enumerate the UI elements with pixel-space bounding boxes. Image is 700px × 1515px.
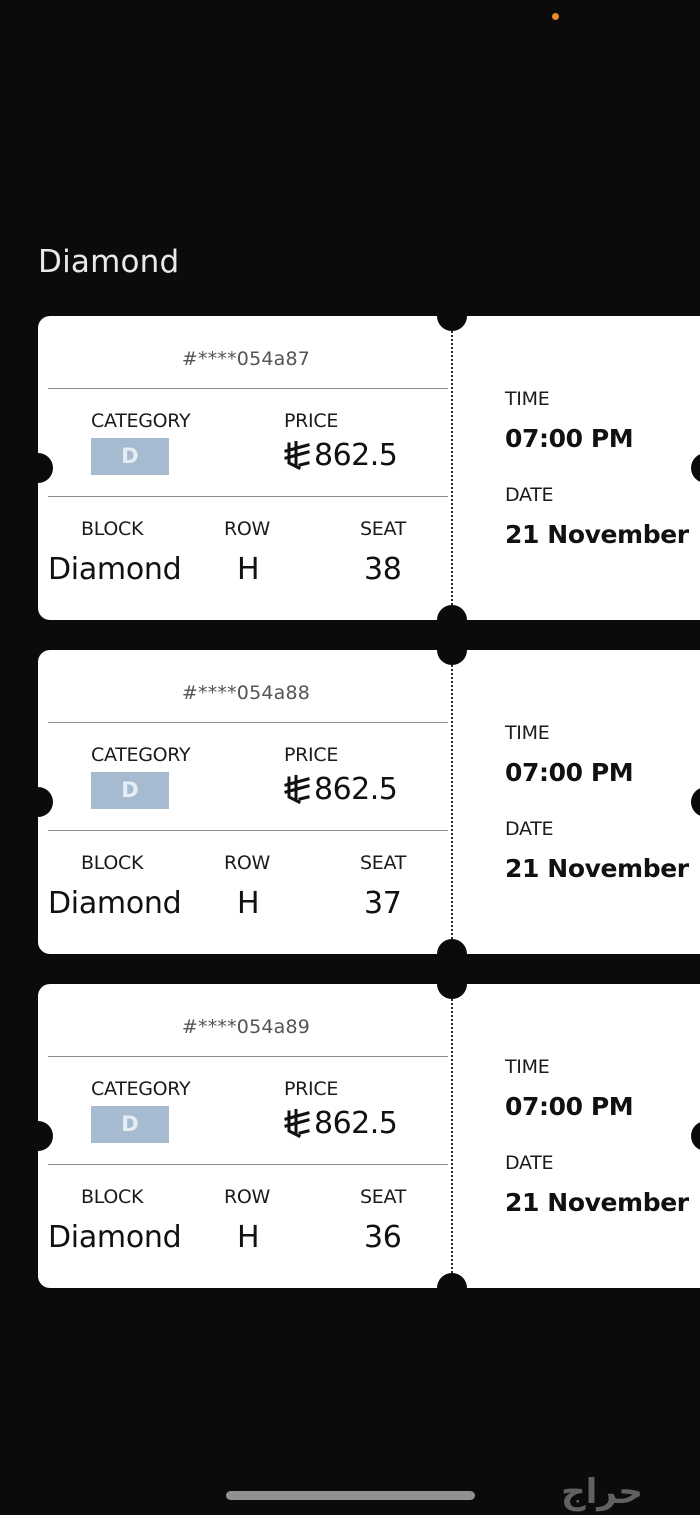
ticket-side-stub [452, 316, 700, 620]
price-value: 862.5 [314, 438, 398, 473]
section-title: Diamond [38, 244, 180, 280]
ticket-card[interactable] [0, 984, 700, 1288]
seat-label: SEAT [360, 518, 406, 540]
category-badge: D [91, 772, 169, 809]
ticket-divider [48, 1164, 448, 1165]
ticket-divider [48, 388, 448, 389]
saudi-riyal-icon [284, 775, 310, 805]
date-label: DATE [505, 1152, 554, 1174]
ticket-id: #****054a87 [181, 348, 311, 370]
date-value: 21 November [505, 1188, 689, 1217]
seat-label: SEAT [360, 1186, 406, 1208]
block-value: Diamond [48, 1220, 182, 1255]
ticket-notch-left [23, 1121, 53, 1151]
ticket-perforation [451, 996, 453, 1276]
block-label: BLOCK [81, 852, 144, 874]
row-value: H [237, 552, 260, 587]
ticket-notch-bottom [437, 939, 467, 969]
date-value: 21 November [505, 520, 689, 549]
block-value: Diamond [48, 552, 182, 587]
category-label: CATEGORY [91, 410, 191, 432]
ticket-side-stub [452, 984, 700, 1288]
row-value: H [237, 886, 260, 921]
saudi-riyal-icon [284, 1109, 310, 1139]
ticket-card[interactable] [0, 316, 700, 620]
ticket-divider [48, 830, 448, 831]
time-value: 07:00 PM [505, 1092, 634, 1121]
ticket-divider [48, 722, 448, 723]
ticket-card[interactable] [0, 650, 700, 954]
price [284, 772, 397, 807]
seat-value: 36 [364, 1220, 402, 1255]
ticket-notch-bottom [437, 1273, 467, 1303]
watermark-text: حراج [561, 1472, 643, 1512]
ticket-perforation [451, 662, 453, 942]
time-label: TIME [505, 722, 550, 744]
ticket-side-stub [452, 650, 700, 954]
ticket-notch-left [23, 453, 53, 483]
category-label: CATEGORY [91, 744, 191, 766]
date-label: DATE [505, 818, 554, 840]
seat-label: SEAT [360, 852, 406, 874]
time-value: 07:00 PM [505, 758, 634, 787]
ticket-notch-top [437, 969, 467, 999]
price-label: PRICE [284, 744, 339, 766]
price-value: 862.5 [314, 772, 398, 807]
row-label: ROW [224, 852, 271, 874]
row-value: H [237, 1220, 260, 1255]
ticket-notch-bottom [437, 605, 467, 635]
ticket-notch-left [23, 787, 53, 817]
time-value: 07:00 PM [505, 424, 634, 453]
ticket-divider [48, 496, 448, 497]
time-label: TIME [505, 388, 550, 410]
row-label: ROW [224, 518, 271, 540]
ticket-notch-top [437, 301, 467, 331]
ticket-divider [48, 1056, 448, 1057]
ticket-id: #****054a89 [181, 1016, 311, 1038]
price [284, 1106, 397, 1141]
row-label: ROW [224, 1186, 271, 1208]
time-label: TIME [505, 1056, 550, 1078]
seat-value: 38 [364, 552, 402, 587]
home-indicator[interactable] [226, 1491, 475, 1500]
price-label: PRICE [284, 410, 339, 432]
block-value: Diamond [48, 886, 182, 921]
price [284, 438, 397, 473]
price-label: PRICE [284, 1078, 339, 1100]
block-label: BLOCK [81, 518, 144, 540]
date-value: 21 November [505, 854, 689, 883]
status-indicator-dot [552, 13, 559, 20]
price-value: 862.5 [314, 1106, 398, 1141]
ticket-id: #****054a88 [181, 682, 311, 704]
saudi-riyal-icon [284, 441, 310, 471]
block-label: BLOCK [81, 1186, 144, 1208]
date-label: DATE [505, 484, 554, 506]
category-badge: D [91, 1106, 169, 1143]
haraj-logo [512, 1470, 692, 1512]
category-badge: D [91, 438, 169, 475]
ticket-perforation [451, 328, 453, 608]
seat-value: 37 [364, 886, 402, 921]
ticket-notch-top [437, 635, 467, 665]
category-label: CATEGORY [91, 1078, 191, 1100]
